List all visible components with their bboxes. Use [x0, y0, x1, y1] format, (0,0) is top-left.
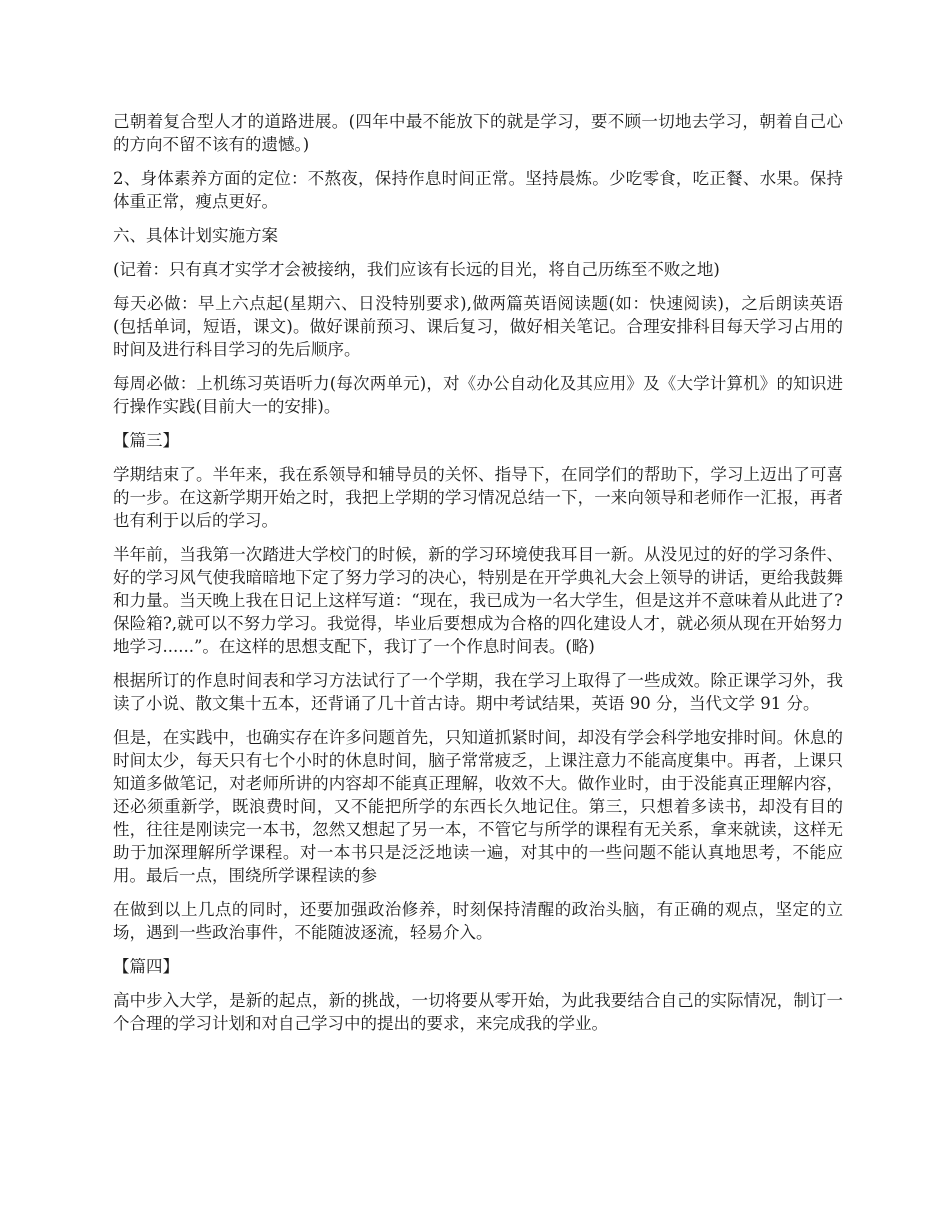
paragraph-problems: 但是，在实践中，也确实存在许多问题首先，只知道抓紧时间，却没有学会科学地安排时间。休息的时间太少，每天只有七个小时的休息时间，脑子常常疲乏，上课注意力不能高度集中。再者，上课只知道多做笔记，对老师所讲的内容却不能真正理解，收效不大。做作业时，由于没能真正理解内容，还必须重新学，既浪费时间，又不能把所学的东西长久地记住。第三，只想着多读书，却没有目的性，往往是刚读完一本书，忽然又想起了另一本，不管它与所学的课程有无关系，拿来就读，这样无助于加深理解所学课程。对一本书只是泛泛地读一遍，对其中的一些问题不能认真地思考，不能应用。最后一点，围绕所学课程读的参	[113, 728, 843, 885]
paragraph-semester-end: 学期结束了。半年来，我在系领导和辅导员的关怀、指导下，在同学们的帮助下，学习上迈出了可喜的一步。在这新学期开始之时，我把上学期的学习情况总结一下，一来向领导和老师作一汇报，再者也有利于以后的学习。	[113, 465, 843, 530]
paragraph-university-start: 高中步入大学，是新的起点，新的挑战，一切将要从零开始，为此我要结合自己的实际情况，制订一个合理的学习计划和对自己学习中的提出的要求，来完成我的学业。	[113, 991, 843, 1033]
section-heading-part-three: 【篇三】	[113, 431, 179, 450]
paragraph-daily-tasks: 每天必做：早上六点起(星期六、日没特别要求),做两篇英语阅读题(如：快速阅读)，之后朗读英语(包括单词，短语，课文)。做好课前预习、课后复习，做好相关笔记。合理安排科目每天学习占用的时间及进行科目学习的先后顺序。	[113, 294, 843, 359]
paragraph-remember-note: (记着：只有真才实学才会被接纳，我们应该有长远的目光，将自己历练至不败之地)	[113, 260, 720, 279]
paragraph-weekly-tasks: 每周必做：上机练习英语听力(每次两单元)，对《办公自动化及其应用》及《大学计算机》的知识进行操作实践(目前大一的安排)。	[113, 374, 843, 416]
paragraph-results: 根据所订的作息时间表和学习方法试行了一个学期，我在学习上取得了一些成效。除正课学习外，我读了小说、散文集十五本，还背诵了几十首古诗。期中考试结果，英语 90 分，当代文学 91 分。	[113, 671, 843, 713]
paragraph-political: 在做到以上几点的同时，还要加强政治修养，时刻保持清醒的政治头脑，有正确的观点，坚定的立场，遇到一些政治事件，不能随波逐流，轻易介入。	[113, 900, 843, 942]
section-heading-part-four: 【篇四】	[113, 957, 179, 976]
paragraph-physical-fitness: 2、身体素养方面的定位：不熬夜，保持作息时间正常。坚持晨炼。少吃零食，吃正餐、水果。保持体重正常，瘦点更好。	[113, 169, 843, 211]
paragraph-half-year-ago: 半年前，当我第一次踏进大学校门的时候，新的学习环境使我耳目一新。从没见过的好的学习条件、好的学习风气使我暗暗地下定了努力学习的决心，特别是在开学典礼大会上领导的讲话，更给我鼓舞和力量。当天晚上我在日记上这样写道：“现在，我已成为一名大学生，但是这并不意味着从此进了?保险箱?,就可以不努力学习。我觉得，毕业后要想成为合格的四化建设人才，就必须从现在开始努力地学习......”。在这样的思想支配下，我订了一个作息时间表。(略)	[113, 545, 843, 656]
section-heading-plan: 六、具体计划实施方案	[113, 226, 278, 245]
document-page	[113, 110, 843, 1046]
paragraph-career-goal: 己朝着复合型人才的道路进展。(四年中最不能放下的就是学习，要不顾一切地去学习，朝着自己心的方向不留不该有的遗憾。)	[113, 112, 843, 154]
